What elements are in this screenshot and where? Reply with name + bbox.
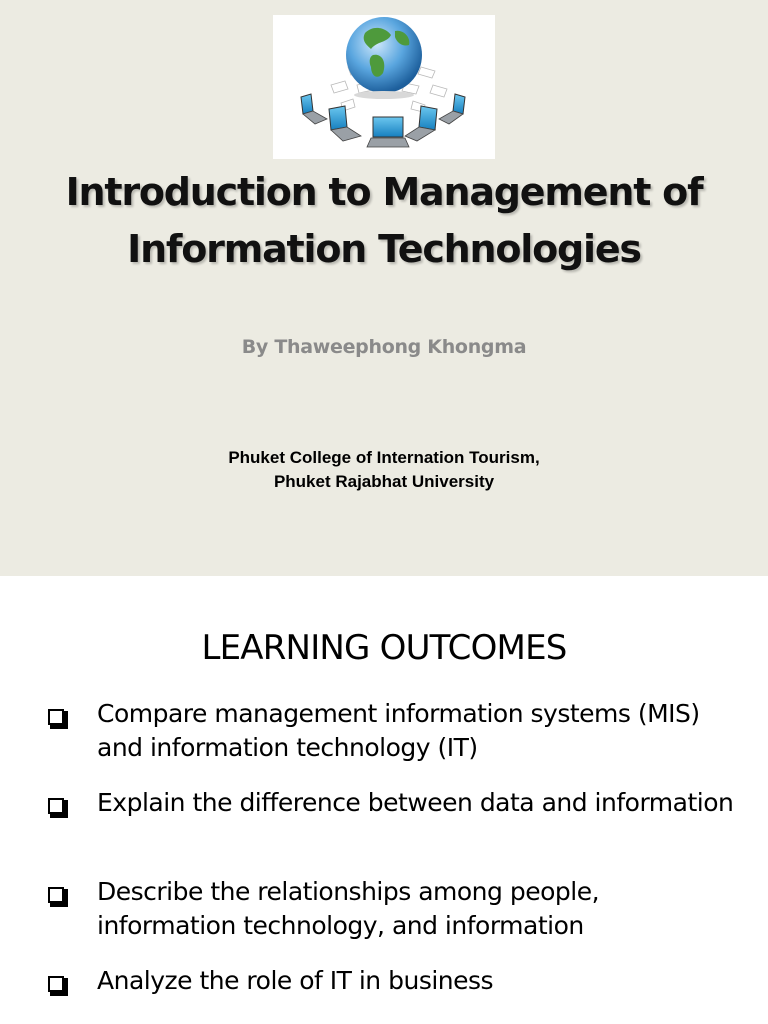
globe-network-icon: [273, 15, 495, 159]
learning-outcomes-heading: LEARNING OUTCOMES: [201, 628, 567, 668]
checkbox-bullet-icon: [48, 976, 64, 992]
checkbox-bullet-icon: [48, 798, 64, 814]
learning-outcomes-slide: [0, 576, 768, 1024]
presentation-title: Introduction to Management of Information Technologies: [65, 170, 703, 271]
globe-network-illustration: [273, 15, 495, 159]
list-item-text: Analyze the role of IT in business: [97, 966, 494, 995]
checkbox-bullet-icon: [48, 887, 64, 903]
affiliation-line-1: Phuket College of Internation Tourism,: [228, 448, 540, 467]
list-item-text: Explain the difference between data and information: [97, 788, 734, 817]
list-item-text: Describe the relationships among people, information technology, and information: [97, 877, 600, 940]
list-item-text: Compare management information systems (MIS) and information technology (IT): [97, 699, 700, 762]
affiliation-line-2: Phuket Rajabhat University: [273, 472, 495, 491]
author-line: By Thaweephong Khongma: [241, 336, 527, 358]
affiliation: [0, 446, 768, 494]
checkbox-bullet-icon: [48, 709, 64, 725]
